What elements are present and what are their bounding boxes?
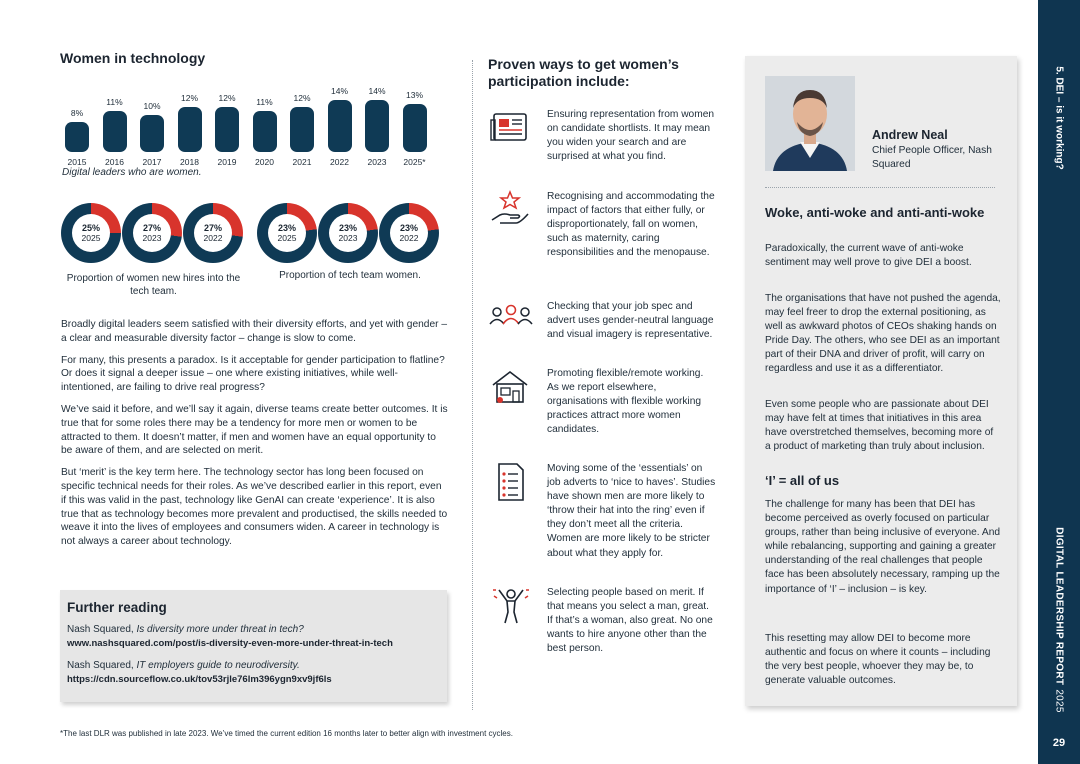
- way-text: Ensuring representation from women on candidate shortlists. It may mean you widen your search and are surprised at what you find.: [547, 109, 715, 163]
- report-name: DIGITAL LEADERSHIP REPORT: [1053, 527, 1065, 686]
- bar-year-label: 2016: [105, 157, 124, 167]
- bar-year-label: 2022: [330, 157, 349, 167]
- bar-year-label: 2025*: [403, 157, 426, 167]
- donut-percent: 27%: [203, 223, 222, 233]
- donut-year: 2025: [277, 233, 297, 243]
- body-paragraph: For many, this presents a paradox. Is it acceptable for gender participation to flatline? Or does it signal a deeper issue – one where existing initiatives, while well-intentioned, are failing to drive real progress?: [61, 354, 445, 394]
- panel-divider: [765, 187, 995, 188]
- way-text: Promoting flexible/remote working. As we report elsewhere, organisations with flexible working practices attract more women candidates.: [547, 368, 704, 436]
- donut-label: [329, 214, 367, 252]
- bar-value-label: 14%: [330, 86, 348, 96]
- bar-year-label: 2023: [367, 157, 387, 167]
- bar-value-label: 13%: [405, 90, 423, 100]
- women-in-tech-section: [60, 50, 450, 66]
- report-label: [1054, 527, 1065, 713]
- bar-item: [178, 93, 202, 167]
- bar-year-label: 2019: [217, 157, 237, 167]
- donut-label: [194, 214, 232, 252]
- document-list-icon: [488, 462, 534, 502]
- bar-value-label: 11%: [106, 97, 123, 107]
- report-year: 2025: [1053, 689, 1065, 713]
- reading-link[interactable]: https://cdn.sourceflow.co.uk/tov53rjle76lm396ygn9xv9jf6ls: [67, 674, 332, 685]
- column-divider: [472, 60, 473, 710]
- donut-caption-hires: Proportion of women new hires into the tech team.: [66, 273, 241, 297]
- side-strip: [1038, 0, 1080, 764]
- donut-year: 2022: [203, 233, 223, 243]
- profile-panel: [745, 56, 1017, 706]
- bar-item: [403, 90, 427, 167]
- section-title: Women in technology: [60, 50, 206, 66]
- bar-value-label: 8%: [70, 108, 84, 118]
- bar: [215, 107, 239, 152]
- way-text: Recognising and accommodating the impact of factors that either fully, or disproportionately, fall on women, such as maternity, caring responsibilities and the menopause.: [547, 191, 715, 259]
- proven-ways-title: Proven ways to get women’s participation include:: [488, 56, 679, 89]
- bar-chart: [60, 76, 432, 176]
- bar-value-label: 11%: [256, 97, 273, 107]
- way-text: Checking that your job spec and advert uses gender-neutral language and visual imagery is representative.: [547, 301, 714, 341]
- panel-paragraph: Even some people who are passionate about DEI may have felt at times that initiatives in this area have overstretched themselves, becoming more of a product of marketing than truly about inclusion.: [765, 399, 994, 453]
- donut-percent: 25%: [81, 223, 100, 233]
- page-number: 29: [1052, 737, 1066, 749]
- body-paragraph: We’ve said it before, and we’ll say it again, diverse teams create better outcomes. It is true that for some roles there may be a tendency for more men or women to be attracted to them. It doesn’t matter, if men and women have an equal opportunity to be aware of them, and are selected on merit.: [61, 403, 448, 457]
- reading-link[interactable]: www.nashsquared.com/post/is-diversity-even-more-under-threat-in-tech: [67, 638, 393, 649]
- bar-value-label: 12%: [218, 93, 236, 103]
- bar: [403, 104, 427, 152]
- bar-item: [103, 97, 127, 167]
- bar: [328, 100, 352, 152]
- body-paragraph: Broadly digital leaders seem satisfied with their diversity efforts, and yet with gender – a clear and measurable diversity factor – change is slow to come.: [61, 319, 447, 344]
- bar-value-label: 10%: [143, 101, 161, 111]
- bar-item: [365, 86, 389, 167]
- newspaper-icon: [488, 108, 534, 148]
- way-text: Moving some of the ‘essentials’ on job adverts to ‘nice to haves’. Studies have shown men are more likely to ‘throw their hat into the ring’ even if they don’t meet all the criteria. Women are more likely to be stricter about what they apply for.: [547, 463, 716, 559]
- bar-value-label: 12%: [180, 93, 198, 103]
- reading-source: Nash Squared,: [67, 660, 137, 671]
- section-label: 5. DEI – is it working?: [1053, 66, 1065, 170]
- donut-year: 2022: [399, 233, 419, 243]
- donut-year: 2023: [142, 233, 162, 243]
- donut-year: 2023: [338, 233, 358, 243]
- bar-year-label: 2020: [255, 157, 274, 167]
- panel-paragraph: This resetting may allow DEI to become more authentic and focus on where it counts – including the very best people, whoever they may be, to generate valuable outcomes.: [765, 633, 991, 687]
- bar: [65, 122, 89, 152]
- donut-percent: 27%: [142, 223, 161, 233]
- donut-label: [72, 214, 110, 252]
- bar-year-label: 2018: [180, 157, 199, 167]
- people-group-icon: [488, 300, 534, 340]
- panel-paragraph: The challenge for many has been that DEI has become perceived as overly focused on particular groups, rather than being inclusive of everyone. And while rebalancing, supporting and gaining a greater understanding of the real challenges that people face has been absolutely necessary, ramping up the importance of ‘I’ – inclusion – is key.: [765, 499, 1001, 595]
- person-celebrate-icon: [488, 586, 534, 626]
- donut-chart: [257, 203, 317, 263]
- donut-label: [268, 214, 306, 252]
- reading-title: Is diversity more under threat in tech?: [136, 624, 304, 635]
- donut-chart: [122, 203, 182, 263]
- donut-caption-team: Proportion of tech team women.: [279, 270, 421, 281]
- bar-year-label: 2015: [67, 157, 87, 167]
- panel-heading-woke: Woke, anti-woke and anti-anti-woke: [765, 205, 985, 220]
- body-text: [61, 318, 449, 557]
- donut-chart: [379, 203, 439, 263]
- bar-item: [140, 101, 164, 167]
- further-reading-title: Further reading: [67, 600, 167, 615]
- bar-item: [328, 86, 352, 167]
- reading-title: IT employers guide to neurodiversity.: [136, 660, 300, 671]
- bar: [140, 115, 164, 152]
- profile-photo: [765, 76, 855, 171]
- donut-percent: 23%: [338, 223, 357, 233]
- bar: [178, 107, 202, 152]
- panel-paragraph: The organisations that have not pushed the agenda, may feel freer to drop the external positioning, as well as awkward photos of CEOs shaking hands on Pride Day. The others, who see DEI as an important part of their DNA and driver of profit, will carry on regardless and use it as a differentiator.: [765, 293, 1001, 375]
- reading-source: Nash Squared,: [67, 624, 137, 635]
- bar-value-label: 12%: [293, 93, 311, 103]
- bar-year-label: 2021: [292, 157, 312, 167]
- hand-star-icon: [488, 190, 534, 230]
- further-reading-box: [60, 590, 447, 702]
- footnote: *The last DLR was published in late 2023. We’ve timed the current edition 16 months later to better align with investment cycles.: [60, 729, 513, 738]
- donut-label: [133, 214, 171, 252]
- donut-chart: [183, 203, 243, 263]
- bar-item: [253, 97, 277, 167]
- donut-chart: [61, 203, 121, 263]
- home-work-icon: [488, 367, 534, 407]
- reading-ref: [67, 623, 440, 637]
- bar-value-label: 14%: [368, 86, 386, 96]
- bar: [103, 111, 127, 152]
- donut-percent: 23%: [277, 223, 296, 233]
- body-paragraph: But ‘merit’ is the key term here. The technology sector has long been focused on specific technical needs for their roles. As we’ve described earlier in this report, even if this was valid in the past, technology like GenAI can create ‘experience’. It is also true that as technology becomes more prevalent and productised, the skills needed to weave it into the lives of employees and consumers widen. A career in technology is not always a career about technology.: [61, 467, 448, 548]
- bar: [365, 100, 389, 152]
- panel-heading-inclusion: ‘I’ = all of us: [765, 473, 840, 488]
- donut-percent: 23%: [399, 223, 418, 233]
- bar: [290, 107, 314, 152]
- profile-role: Chief People Officer, Nash Squared: [872, 145, 992, 170]
- bar-item: [65, 108, 89, 167]
- profile-name: Andrew Neal: [872, 128, 948, 142]
- way-text: Selecting people based on merit. If that means you select a man, great. If that’s a woman, also great. No one wants to hire anyone other than the best person.: [547, 587, 713, 655]
- donut-label: [390, 214, 428, 252]
- reading-ref: [67, 659, 440, 673]
- panel-paragraph: Paradoxically, the current wave of anti-woke sentiment may well prove to give DEI a boost.: [765, 243, 972, 269]
- bar-chart-caption: Digital leaders who are women.: [62, 167, 202, 178]
- donut-chart: [318, 203, 378, 263]
- bar-year-label: 2017: [142, 157, 162, 167]
- bar-item: [290, 93, 314, 167]
- donut-year: 2025: [81, 233, 101, 243]
- bar: [253, 111, 277, 152]
- bar-item: [215, 93, 239, 167]
